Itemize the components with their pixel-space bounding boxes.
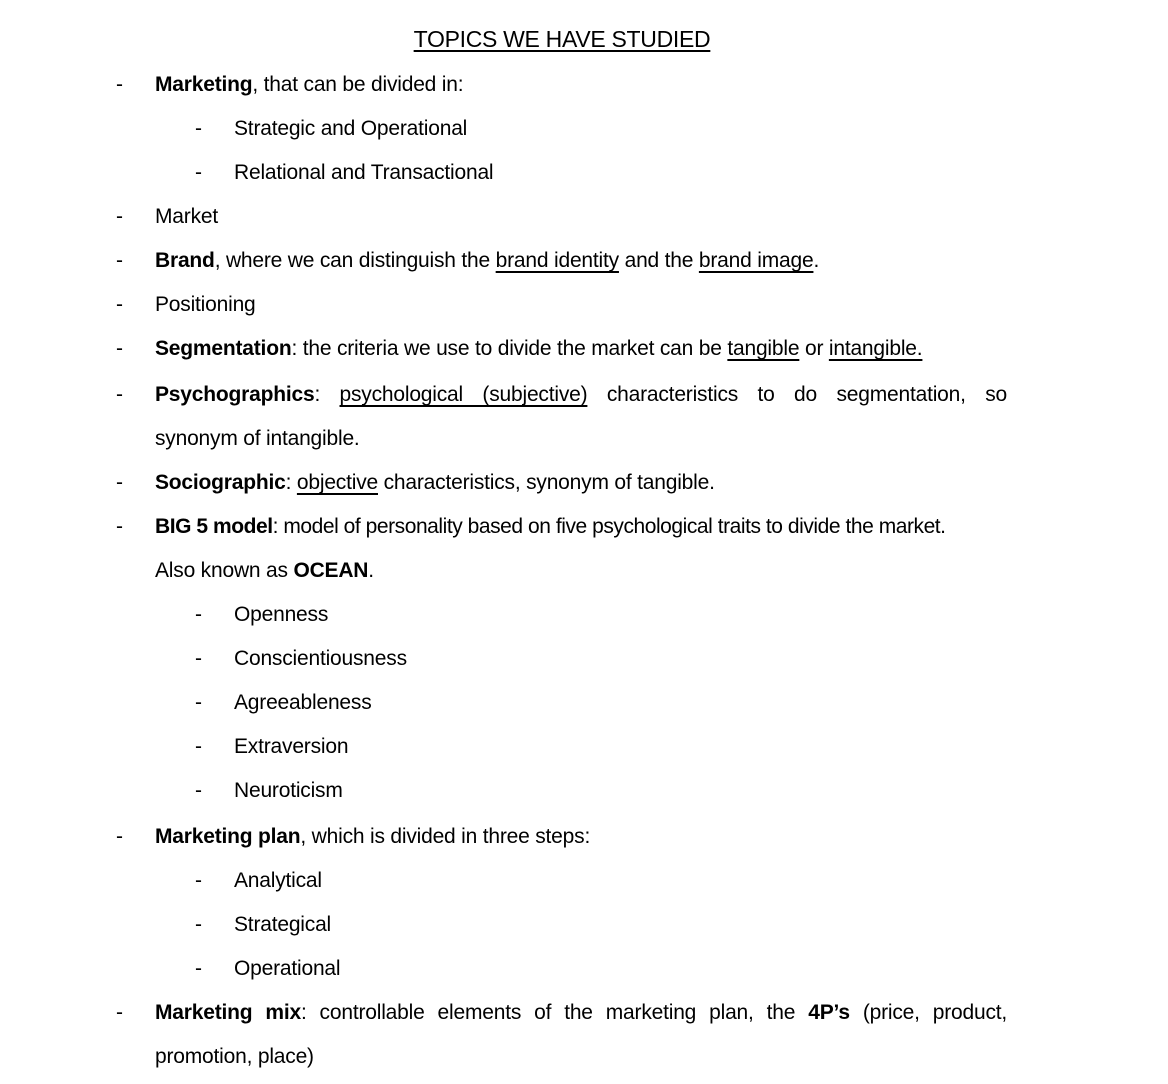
sub-bullet-dash: - xyxy=(195,779,202,802)
item-text: , where we can distinguish the xyxy=(214,249,496,272)
sub-item-strategical: Strategical xyxy=(234,913,332,936)
list-item-marketing-plan xyxy=(155,822,590,852)
bullet-dash: - xyxy=(116,1001,123,1024)
term-big5: BIG 5 model xyxy=(155,515,273,538)
list-item-segmentation xyxy=(155,334,922,364)
bullet-dash: - xyxy=(116,515,123,538)
sub-bullet-dash: - xyxy=(195,957,202,980)
bullet-dash: - xyxy=(116,383,123,406)
item-text: : xyxy=(314,383,340,406)
sub-item-agreeableness: Agreeableness xyxy=(234,691,372,714)
sub-bullet-dash: - xyxy=(195,735,202,758)
term-brand: Brand xyxy=(155,249,215,272)
underlined-objective: objective xyxy=(296,471,378,494)
sub-item-neuroticism: Neuroticism xyxy=(234,779,343,802)
term-ocean: OCEAN xyxy=(293,559,369,582)
sub-item-analytical: Analytical xyxy=(234,869,322,892)
list-item-brand xyxy=(155,246,819,276)
bullet-dash: - xyxy=(116,471,123,494)
item-text: Also known as xyxy=(155,559,294,582)
bullet-dash: - xyxy=(116,73,123,96)
underlined-tangible: tangible xyxy=(727,337,800,360)
item-text: , which is divided in three steps: xyxy=(300,825,591,848)
list-item-marketing-mix-continued: promotion, place) xyxy=(155,1045,314,1068)
item-text: : the criteria we use to divide the market can be xyxy=(291,337,728,360)
item-text: . xyxy=(813,249,820,272)
underlined-psychological: psychological (subjective) xyxy=(339,383,588,406)
sub-item-relational: Relational and Transactional xyxy=(234,161,494,184)
sub-bullet-dash: - xyxy=(195,869,202,892)
bullet-dash: - xyxy=(116,825,123,848)
sub-bullet-dash: - xyxy=(195,913,202,936)
item-text: , that can be divided in: xyxy=(252,73,464,96)
item-text: (price, product, xyxy=(849,1001,1008,1024)
sub-bullet-dash: - xyxy=(195,691,202,714)
sub-bullet-dash: - xyxy=(195,117,202,140)
sub-item-extraversion: Extraversion xyxy=(234,735,349,758)
list-item-big5-continued xyxy=(155,556,374,586)
term-segmentation: Segmentation xyxy=(155,337,292,360)
underlined-intangible: intangible. xyxy=(828,337,923,360)
term-marketing: Marketing xyxy=(155,73,253,96)
item-text: or xyxy=(799,337,829,360)
bullet-dash: - xyxy=(116,205,123,228)
list-item-sociographic xyxy=(155,468,715,498)
bullet-dash: - xyxy=(116,293,123,316)
term-marketing-plan: Marketing plan xyxy=(155,825,301,848)
term-psychographics: Psychographics xyxy=(155,383,315,406)
list-item-big5 xyxy=(155,512,946,542)
list-item-marketing-mix xyxy=(155,998,1007,1028)
item-text: : controllable elements of the marketing plan, the xyxy=(300,1001,809,1024)
item-text: characteristics, synonym of tangible. xyxy=(378,471,715,494)
underlined-brand-image: brand image xyxy=(698,249,814,272)
term-sociographic: Sociographic xyxy=(155,471,286,494)
list-item-market: Market xyxy=(155,205,218,228)
bullet-dash: - xyxy=(116,249,123,272)
list-item-marketing xyxy=(155,70,463,100)
sub-item-conscientiousness: Conscientiousness xyxy=(234,647,407,670)
underlined-brand-identity: brand identity xyxy=(495,249,619,272)
sub-item-operational: Operational xyxy=(234,957,341,980)
sub-bullet-dash: - xyxy=(195,161,202,184)
sub-bullet-dash: - xyxy=(195,647,202,670)
term-4ps: 4P’s xyxy=(808,1001,850,1024)
list-item-psychographics xyxy=(155,380,1007,410)
item-text: characteristics to do segmentation, so xyxy=(587,383,1007,406)
page-title: TOPICS WE HAVE STUDIED xyxy=(413,26,711,52)
sub-item-openness: Openness xyxy=(234,603,329,626)
item-text: : xyxy=(285,471,297,494)
item-text: : model of personality based on five psychological traits to divide the market. xyxy=(272,515,946,538)
term-marketing-mix: Marketing mix xyxy=(155,1001,301,1024)
list-item-positioning: Positioning xyxy=(155,293,256,316)
item-text: and the xyxy=(618,249,699,272)
bullet-dash: - xyxy=(116,337,123,360)
sub-bullet-dash: - xyxy=(195,603,202,626)
sub-item-strategic: Strategic and Operational xyxy=(234,117,468,140)
item-text: . xyxy=(368,559,374,582)
list-item-psychographics-continued: synonym of intangible. xyxy=(155,427,360,450)
